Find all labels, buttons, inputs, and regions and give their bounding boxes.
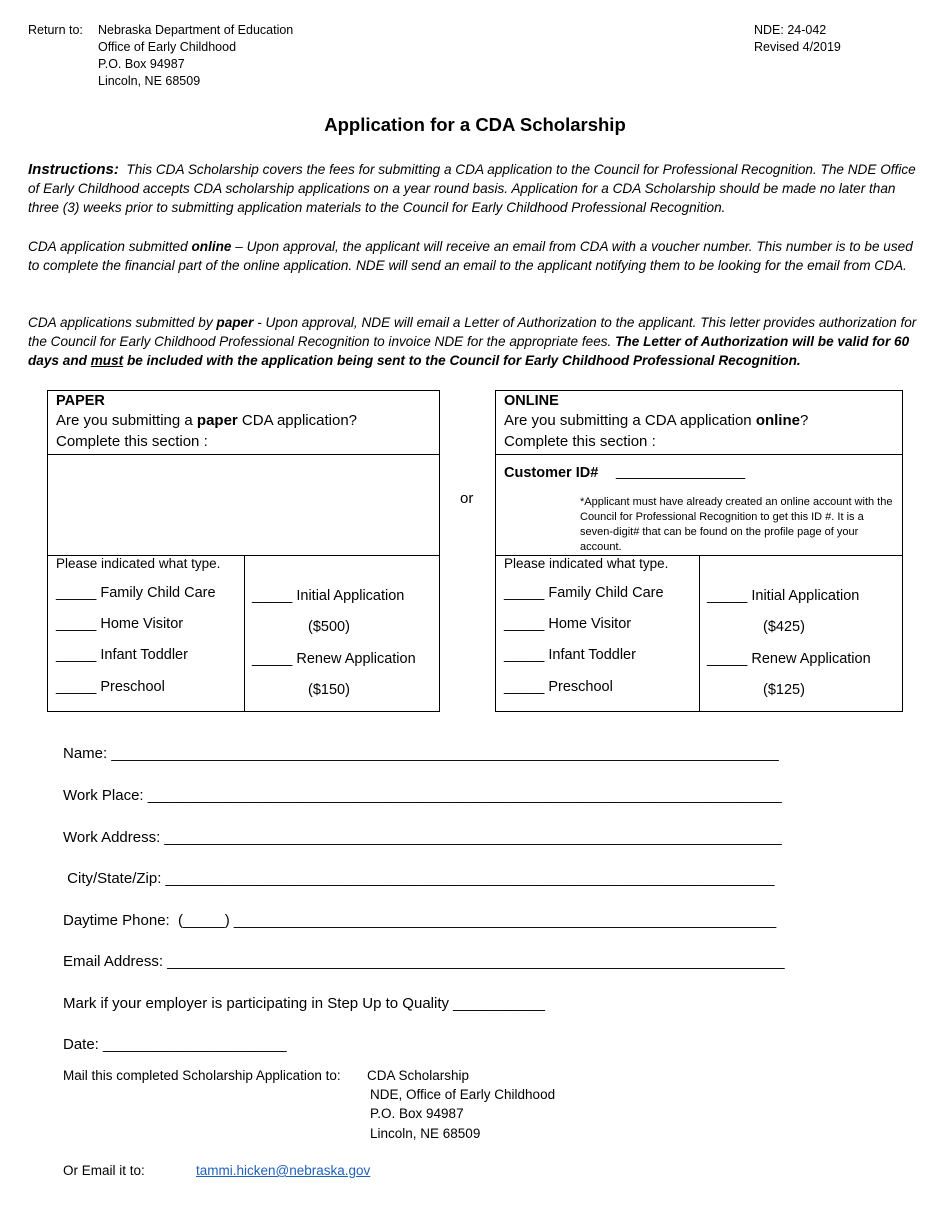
city-state-zip-field[interactable]: City/State/Zip: _________________________________________________________________________ — [63, 870, 775, 887]
customer-id-label: Customer ID# — [504, 465, 599, 481]
mail-to-label: Mail this completed Scholarship Application to: — [63, 1068, 341, 1083]
paper-paragraph-bold: be included with the application being sent to the Council for Early Childhood Professional Recognition. — [123, 353, 801, 368]
online-renew-fee: ($125) — [763, 682, 805, 698]
mail-address-line: NDE, Office of Early Childhood — [370, 1087, 556, 1102]
address-line: Lincoln, NE 68509 — [98, 74, 201, 88]
instructions-label: Instructions: — [28, 161, 119, 178]
email-link[interactable]: tammi.hicken@nebraska.gov — [196, 1163, 371, 1178]
paper-type-home-visitor[interactable]: _____ Home Visitor — [56, 616, 184, 632]
return-address — [98, 22, 293, 90]
paper-complete-section: Complete this section : — [56, 433, 208, 450]
address-line: Nebraska Department of Education — [98, 23, 294, 37]
online-question-text: ? — [799, 412, 809, 429]
paper-paragraph-underline: must — [90, 353, 124, 368]
online-paragraph — [28, 237, 926, 275]
paper-initial-fee: ($500) — [308, 619, 350, 635]
online-initial-application[interactable]: _____ Initial Application — [707, 588, 860, 604]
online-renew-application[interactable]: _____ Renew Application — [707, 651, 871, 667]
paper-paragraph-bold: The Letter of Authorization will be valid for 60 days and — [28, 334, 910, 368]
paper-type-family-child-care[interactable]: _____ Family Child Care — [56, 585, 216, 601]
online-paragraph-text: CDA application submitted — [28, 239, 192, 254]
online-paragraph-text: – Upon approval, the applicant will receive an email from CDA with a voucher number. This number is to be used to complete the financial part of the online application. NDE will send an email to the applicant notifying them to be looking for the email from CDA. — [28, 239, 913, 273]
paper-question — [56, 412, 357, 429]
online-heading: ONLINE — [504, 393, 559, 409]
paper-question-bold: paper — [196, 412, 238, 429]
online-type-preschool[interactable]: _____ Preschool — [504, 679, 613, 695]
paper-paragraph-text: CDA applications submitted by — [28, 315, 217, 330]
customer-id-note: *Applicant must have already created an online account with the Council for Professional Recognition to get this ID #. It is a seven-digit# that can be found on the profile page of your account. — [580, 496, 893, 553]
paper-initial-application[interactable]: _____ Initial Application — [252, 588, 405, 604]
daytime-phone-field[interactable]: Daytime Phone: (_____) _________________________________________________________________ — [63, 912, 777, 929]
mail-address-line: Lincoln, NE 68509 — [370, 1126, 481, 1141]
paper-renew-application[interactable]: _____ Renew Application — [252, 651, 416, 667]
paper-section — [47, 390, 440, 712]
page-title: Application for a CDA Scholarship — [324, 114, 626, 135]
online-question — [504, 412, 808, 429]
mail-address-line: CDA Scholarship — [367, 1068, 470, 1083]
instructions-text: This CDA Scholarship covers the fees for submitting a CDA application to the Council for Professional Recognition. The NDE Office of Early Childhood accepts CDA scholarship applications on a year round basis. Application for a CDA Scholarship should be made no later than three (3) weeks prior to submitting application materials to the Council for Early Childhood Professional Recognition. — [28, 162, 916, 215]
address-line: P.O. Box 94987 — [98, 57, 185, 71]
paper-type-infant-toddler[interactable]: _____ Infant Toddler — [56, 647, 188, 663]
online-type-infant-toddler[interactable]: _____ Infant Toddler — [504, 647, 636, 663]
form-info — [754, 22, 841, 56]
online-type-family-child-care[interactable]: _____ Family Child Care — [504, 585, 664, 601]
paper-paragraph-text: - Upon approval, NDE will email a Letter of Authorization to the applicant. This letter provides authorization for the Council for Early Childhood Professional Recognition to invoice NDE for the appropriate fees. — [28, 315, 917, 349]
date-field[interactable]: Date: ______________________ — [63, 1036, 287, 1053]
revised-date: Revised 4/2019 — [754, 40, 841, 54]
mail-address-line: P.O. Box 94987 — [370, 1106, 464, 1121]
paper-type-prompt: Please indicated what type. — [56, 556, 221, 571]
paper-question-text: Are you submitting a — [56, 412, 197, 429]
instructions-paragraph — [28, 160, 926, 217]
name-field[interactable]: Name: ________________________________________________________________________________ — [63, 745, 779, 762]
work-address-field[interactable]: Work Address: __________________________________________________________________________ — [63, 829, 782, 846]
paper-type-preschool[interactable]: _____ Preschool — [56, 679, 165, 695]
paper-heading: PAPER — [56, 393, 105, 409]
work-place-field[interactable]: Work Place: ____________________________________________________________________________ — [63, 787, 782, 804]
online-paragraph-bold: online — [191, 239, 232, 254]
online-type-home-visitor[interactable]: _____ Home Visitor — [504, 616, 632, 632]
email-to-label: Or Email it to: — [63, 1163, 145, 1178]
paper-paragraph — [28, 313, 926, 370]
online-initial-fee: ($425) — [763, 619, 805, 635]
customer-id-field[interactable]: ________________ — [616, 464, 746, 480]
form-number: NDE: 24-042 — [754, 23, 827, 37]
online-complete-section: Complete this section : — [504, 433, 656, 450]
paper-question-text: CDA application? — [237, 412, 358, 429]
address-line: Office of Early Childhood — [98, 40, 237, 54]
online-section — [495, 390, 903, 712]
online-question-text: Are you submitting a CDA application — [504, 412, 756, 429]
return-to-label: Return to: — [28, 23, 83, 37]
step-up-to-quality-field[interactable]: Mark if your employer is participating in Step Up to Quality ___________ — [63, 995, 545, 1012]
paper-paragraph-bold: paper — [216, 315, 254, 330]
email-address-field[interactable]: Email Address: __________________________________________________________________________ — [63, 953, 785, 970]
paper-renew-fee: ($150) — [308, 682, 350, 698]
or-label: or — [460, 490, 474, 507]
online-question-bold: online — [755, 412, 800, 429]
online-type-prompt: Please indicated what type. — [504, 556, 669, 571]
